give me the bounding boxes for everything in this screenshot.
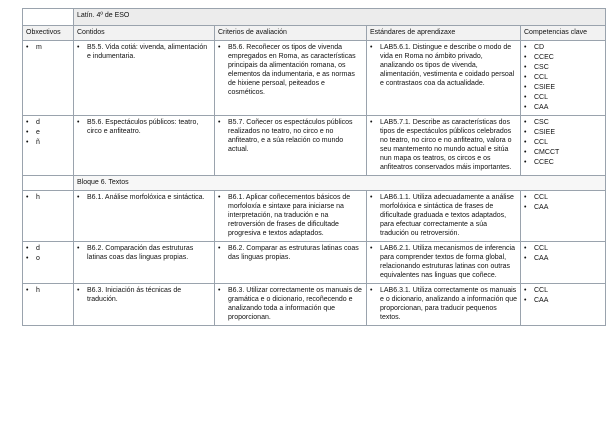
competence-item: • CCL	[524, 193, 602, 202]
block-blank-cell	[23, 176, 74, 191]
competence-item: • CAA	[524, 203, 602, 212]
col-header-objectives: Obxectivos	[23, 26, 74, 41]
criteria-cell	[215, 191, 367, 242]
table-row	[23, 41, 606, 116]
standards-text: • LAB5.7.1. Describe as características dos tipos de espectáculos públicos celebrados no teatro, no circo e no anfiteatro, valora o seu mantemento no mundo actual e sitúa nun mapa os teatros, os circos e os anfiteatros conservados máis importantes.	[370, 118, 517, 172]
competence-item: • CAA	[524, 296, 602, 305]
objective-item: • h	[26, 193, 70, 202]
criteria-text: • B6.1. Aplicar coñecementos básicos de morfoloxía e sintaxe para iniciarse na interpretación, na tradución e na retroversión de frases de dificultade progresiva e textos adaptados.	[218, 193, 363, 238]
contents-text: • B5.5. Vida cotiá: vivenda, alimentación e indumentaria.	[77, 43, 211, 61]
standards-cell	[367, 191, 521, 242]
standards-cell	[367, 284, 521, 326]
competences-cell	[521, 284, 606, 326]
objective-item: • ñ	[26, 138, 70, 147]
block-header-row	[23, 176, 606, 191]
objective-item: • d	[26, 118, 70, 127]
contents-text: • B6.3. Iniciación ás técnicas de tradución.	[77, 286, 211, 304]
competence-item: • CCL	[524, 286, 602, 295]
competence-item: • CSIEE	[524, 128, 602, 137]
contents-text: • B6.1. Análise morfolóxica e sintáctica.	[77, 193, 211, 202]
title-row	[23, 9, 606, 26]
competences-cell	[521, 116, 606, 176]
block-title: Bloque 6. Textos	[74, 176, 606, 191]
contents-text: • B6.2. Comparación das estruturas latinas coas das linguas propias.	[77, 244, 211, 262]
criteria-cell	[215, 242, 367, 284]
competence-item: • CCL	[524, 138, 602, 147]
objective-item: • m	[26, 43, 70, 52]
standards-cell	[367, 41, 521, 116]
objective-item: • d	[26, 244, 70, 253]
criteria-text: • B6.2. Comparar as estruturas latinas coas das linguas propias.	[218, 244, 363, 262]
standards-text: • LAB5.6.1. Distingue e describe o modo de vida en Roma no ámbito privado, analizando os tipos de vivenda, alimentación, vestimenta e coidado persoal e contrastaos coa da actualidade.	[370, 43, 517, 88]
contents-cell	[74, 191, 215, 242]
standards-text: • LAB6.2.1. Utiliza mecanismos de inferencia para comprender textos de forma global, relacionando estruturas latinas con outras equivalentes nas linguas que coñece.	[370, 244, 517, 280]
objective-item: • h	[26, 286, 70, 295]
col-header-criteria: Criterios de avaliación	[215, 26, 367, 41]
column-header-row	[23, 26, 606, 41]
competence-item: • CCEC	[524, 53, 602, 62]
objectives-cell	[23, 116, 74, 176]
title-blank-cell	[23, 9, 74, 26]
competence-item: • CMCCT	[524, 148, 602, 157]
objectives-cell	[23, 284, 74, 326]
objective-item: • o	[26, 254, 70, 263]
objectives-cell	[23, 191, 74, 242]
competence-item: • CCL	[524, 244, 602, 253]
col-header-competences: Competencias clave	[521, 26, 606, 41]
col-header-standards: Estándares de aprendizaxe	[367, 26, 521, 41]
contents-cell	[74, 242, 215, 284]
competence-item: • CCL	[524, 73, 602, 82]
standards-text: • LAB6.3.1. Utiliza correctamente os manuais e o dicionario, analizando a información que proporcionan, para traducir pequenos textos.	[370, 286, 517, 322]
competence-item: • CCL	[524, 93, 602, 102]
standards-text: • LAB6.1.1. Utiliza adecuadamente a análise morfolóxica e sintáctica de frases de dificultade graduada e textos adaptados, para efectuar correctamente a súa tradución ou retroversión.	[370, 193, 517, 238]
table-title: Latín. 4º de ESO	[74, 9, 606, 26]
contents-cell	[74, 41, 215, 116]
competence-item: • CD	[524, 43, 602, 52]
objectives-cell	[23, 41, 74, 116]
table-row	[23, 284, 606, 326]
competences-cell	[521, 242, 606, 284]
objectives-cell	[23, 242, 74, 284]
contents-cell	[74, 284, 215, 326]
criteria-cell	[215, 284, 367, 326]
standards-cell	[367, 116, 521, 176]
criteria-text: • B6.3. Utilizar correctamente os manuais de gramática e o dicionario, recoñecendo e analizando toda a información que proporcionan.	[218, 286, 363, 322]
criteria-cell	[215, 116, 367, 176]
curriculum-table	[22, 8, 606, 326]
competence-item: • CSIEE	[524, 83, 602, 92]
competences-cell	[521, 41, 606, 116]
contents-cell	[74, 116, 215, 176]
objective-item: • e	[26, 128, 70, 137]
competence-item: • CCEC	[524, 158, 602, 167]
criteria-text: • B5.6. Recoñecer os tipos de vivenda empregados en Roma, as características principais da alimentación romana, os elementos da indumentaria, e as normas de hixiene persoal, peiteados e cosméticos.	[218, 43, 363, 97]
col-header-contents: Contidos	[74, 26, 215, 41]
criteria-cell	[215, 41, 367, 116]
table-row	[23, 116, 606, 176]
competence-item: • CSC	[524, 118, 602, 127]
table-row	[23, 242, 606, 284]
competence-item: • CSC	[524, 63, 602, 72]
competences-cell	[521, 191, 606, 242]
table-row	[23, 191, 606, 242]
standards-cell	[367, 242, 521, 284]
criteria-text: • B5.7. Coñecer os espectáculos públicos realizados no teatro, no circo e no anfiteatro, e a súa relación co mundo actual.	[218, 118, 363, 154]
contents-text: • B5.6. Espectáculos públicos: teatro, circo e anfiteatro.	[77, 118, 211, 136]
competence-item: • CAA	[524, 103, 602, 112]
competence-item: • CAA	[524, 254, 602, 263]
